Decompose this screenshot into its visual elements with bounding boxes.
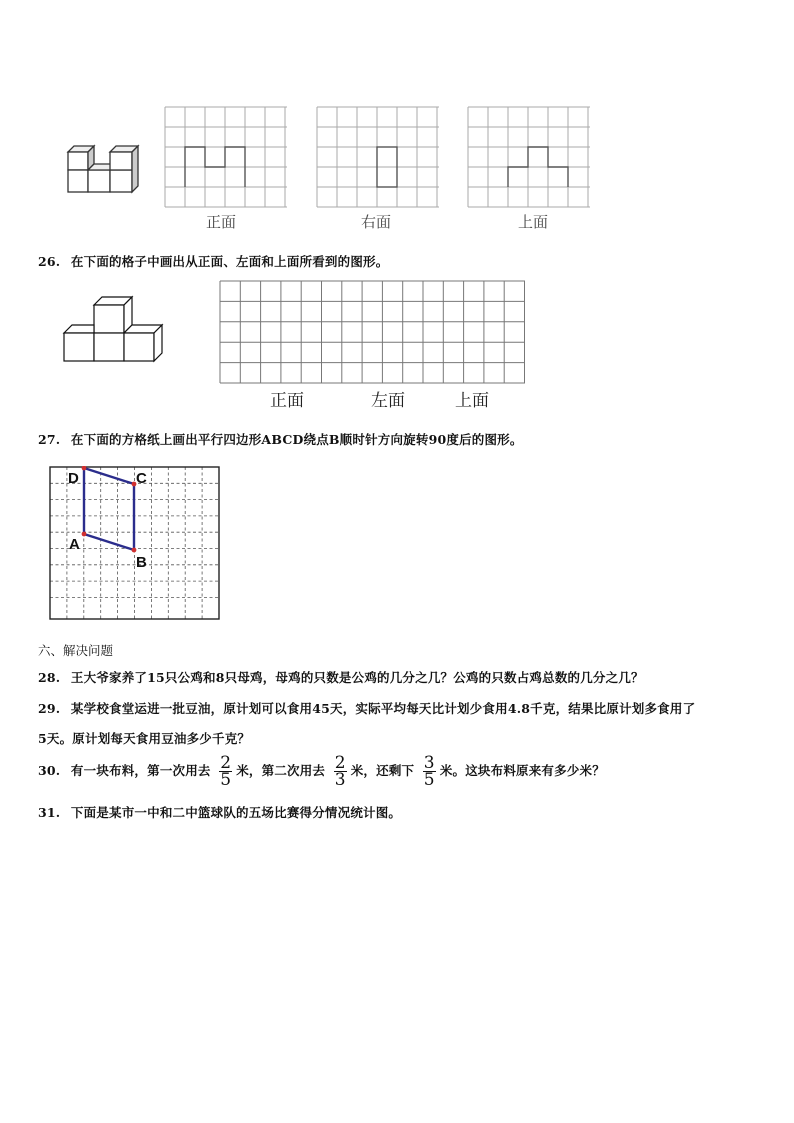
question-text: 在下面的方格纸上画出平行四边形ABCD绕点B顺时针方向旋转90度后的图形。 <box>70 432 523 447</box>
question-text: 在下面的格子中画出从正面、左面和上面所看到的图形。 <box>70 254 389 269</box>
fraction-two-thirds: $\frac{2}{3}$ <box>334 753 346 790</box>
fraction-three-fifths: $\frac{3}{5}$ <box>423 753 435 790</box>
question-31 <box>38 803 401 821</box>
parallelogram-abcd <box>82 466 137 552</box>
grid-front-top[interactable] <box>164 106 288 212</box>
grid-top-top[interactable] <box>467 106 591 212</box>
question-text-part4: 米。这块布料原来有多少米？ <box>439 763 605 778</box>
caption-top-top: 上面 <box>518 213 549 231</box>
point-label-c: C <box>136 470 147 487</box>
question-text-part3: 米，还剩下 <box>350 763 415 778</box>
question-27 <box>38 430 523 448</box>
caption-right-top: 右面 <box>361 213 392 231</box>
question-text-part1: 有一块布料，第一次用去 <box>70 763 211 778</box>
caption-top-26: 上面 <box>455 391 489 411</box>
point-label-a: A <box>69 536 80 553</box>
caption-front-top: 正面 <box>206 213 237 231</box>
caption-front-26: 正面 <box>270 391 304 411</box>
question-text: 下面是某市一中和二中篮球队的五场比赛得分情况统计图。 <box>70 805 402 820</box>
caption-left-26: 左面 <box>371 391 405 411</box>
question-number: 26. <box>38 254 61 269</box>
grid-26[interactable] <box>219 280 526 388</box>
fraction-two-fifths: $\frac{2}{5}$ <box>220 753 232 790</box>
dotted-grid-27[interactable] <box>49 466 220 624</box>
grid-right-top[interactable] <box>316 106 440 212</box>
cube-figure-top <box>62 140 142 200</box>
question-29-line2 <box>38 729 250 747</box>
question-26 <box>38 252 388 270</box>
question-text-line2: 5天。原计划每天食用豆油多少千克？ <box>38 731 251 746</box>
point-label-d: D <box>68 470 79 487</box>
question-29 <box>38 699 695 717</box>
question-number: 29. <box>38 701 61 716</box>
question-number: 31. <box>38 805 61 820</box>
question-number: 30. <box>38 763 61 778</box>
section-title: 六、解决问题 <box>38 643 114 658</box>
cube-figure-26 <box>62 295 166 367</box>
question-text: 王大爷家养了15只公鸡和8只母鸡，母鸡的只数是公鸡的几分之几？公鸡的只数占鸡总数的几分之几？ <box>70 670 644 685</box>
point-label-b: B <box>136 554 147 571</box>
question-number: 28. <box>38 670 61 685</box>
question-number: 27. <box>38 432 61 447</box>
question-30 <box>38 753 605 789</box>
question-28 <box>38 668 644 686</box>
question-text-line1: 某学校食堂运进一批豆油，原计划可以食用45天，实际平均每天比计划少食用4.8千克，结果比原计划多食用了 <box>70 701 696 716</box>
question-text-part2: 米，第二次用去 <box>236 763 326 778</box>
